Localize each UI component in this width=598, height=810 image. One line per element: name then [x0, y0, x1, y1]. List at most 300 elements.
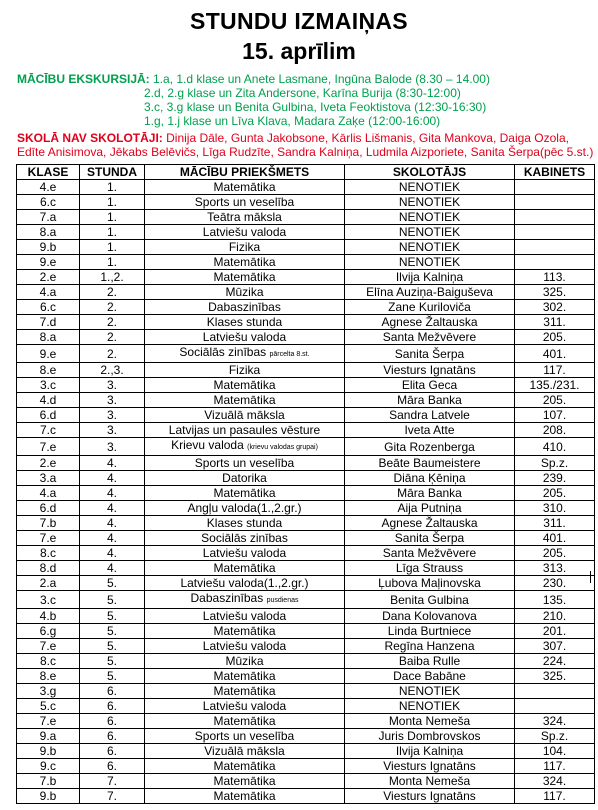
cell-kabinets-text: 310. [542, 501, 567, 515]
table-row [17, 576, 595, 591]
cell-klase-text: 4.d [39, 393, 57, 407]
cell-kabinets-text: 401. [542, 346, 567, 361]
cell-prieksmets-text: Latviešu valoda [202, 609, 287, 623]
cell-kabinets [515, 744, 595, 759]
table-row [17, 225, 595, 240]
excursion-text: 1.a, 1.d klase un Anete Lasmane, Ingūna Balode (8.30 – 14.00) [153, 72, 490, 86]
cell-klase [17, 501, 80, 516]
table-row [17, 330, 595, 345]
cell-stunda-text: 5. [106, 592, 117, 607]
cell-prieksmets-text: Sports un veselība [194, 729, 295, 743]
cell-stunda-text: 6. [106, 744, 117, 758]
subject-note: pārcelta 8.st. [269, 351, 310, 358]
cell-kabinets [515, 624, 595, 639]
cell-skolotajs [345, 531, 515, 546]
cell-skolotajs-text: NENOTIEK [398, 210, 461, 224]
cell-prieksmets [145, 789, 345, 804]
cell-stunda-text: 4. [106, 531, 117, 545]
table-row [17, 531, 595, 546]
cell-skolotajs [345, 408, 515, 423]
cell-stunda [80, 300, 145, 315]
table-row [17, 669, 595, 684]
cell-stunda [80, 774, 145, 789]
cell-kabinets-text: 135./231. [529, 378, 580, 392]
cell-kabinets-text: 201. [542, 624, 567, 638]
header-stunda: STUNDA [80, 165, 145, 180]
cell-prieksmets-text: Matemātika [213, 270, 276, 284]
cell-skolotajs [345, 210, 515, 225]
cell-prieksmets-text: Datorika [222, 471, 267, 485]
cell-stunda [80, 240, 145, 255]
cell-prieksmets [145, 363, 345, 378]
cell-skolotajs-text: Iveta Atte [404, 423, 455, 437]
cell-prieksmets [145, 210, 345, 225]
cell-klase [17, 486, 80, 501]
cell-kabinets-text: 307. [542, 639, 567, 653]
cell-prieksmets-text: Matemātika [213, 669, 276, 683]
cell-stunda [80, 516, 145, 531]
cell-kabinets-text: 205. [542, 546, 567, 560]
cell-skolotajs-text: Agnese Žaltauska [381, 315, 478, 329]
cell-skolotajs [345, 759, 515, 774]
cell-prieksmets-text: Matemātika [213, 378, 276, 392]
cell-stunda [80, 363, 145, 378]
cell-prieksmets-text: Fizika [228, 363, 261, 377]
cell-kabinets [515, 300, 595, 315]
cell-kabinets [515, 471, 595, 486]
cell-skolotajs [345, 789, 515, 804]
cell-klase [17, 180, 80, 195]
cell-skolotajs-text: Monta Nemeša [388, 774, 471, 788]
cell-skolotajs-text: Līga Strauss [395, 561, 464, 575]
cell-prieksmets [145, 654, 345, 669]
cell-skolotajs-text: Gita Rozenberga [384, 439, 475, 454]
cell-prieksmets [145, 516, 345, 531]
cell-klase-text: 4.a [39, 285, 57, 299]
cell-skolotajs [345, 546, 515, 561]
cell-prieksmets [145, 345, 345, 363]
cell-prieksmets-text: Latviešu valoda [202, 330, 287, 344]
cell-kabinets-text: 230. [542, 576, 567, 590]
cell-kabinets [515, 729, 595, 744]
cell-kabinets [515, 684, 595, 699]
cell-kabinets-text: 325. [542, 285, 567, 299]
cell-kabinets [515, 285, 595, 300]
cell-prieksmets-text: Teātra māksla [207, 210, 282, 224]
cell-kabinets [515, 195, 595, 210]
table-row [17, 714, 595, 729]
cell-stunda-text: 4. [106, 546, 117, 560]
page-subtitle: 15. aprīlim [242, 38, 356, 64]
cell-prieksmets-text: Matemātika [213, 255, 276, 269]
cell-kabinets [515, 180, 595, 195]
cell-klase [17, 714, 80, 729]
cell-klase-text: 4.b [39, 609, 57, 623]
cell-skolotajs-text: Juris Dombrovskos [378, 729, 481, 743]
cell-prieksmets [145, 591, 345, 609]
cell-skolotajs [345, 363, 515, 378]
cell-prieksmets [145, 669, 345, 684]
table-header-row [17, 165, 595, 180]
cell-kabinets [515, 345, 595, 363]
cell-skolotajs [345, 561, 515, 576]
cell-skolotajs-text: Zane Kuriloviča [388, 300, 471, 314]
cell-skolotajs-text: Santa Mežvēvere [382, 330, 477, 344]
cell-kabinets-text: 324. [542, 774, 567, 788]
cell-prieksmets-text: Latviešu valoda [202, 225, 287, 239]
edge-mark [590, 571, 592, 583]
cell-kabinets [515, 591, 595, 609]
cell-stunda [80, 684, 145, 699]
cell-stunda [80, 225, 145, 240]
cell-stunda-text: 5. [106, 639, 117, 653]
cell-klase-text: 9.e [39, 346, 57, 361]
cell-skolotajs [345, 609, 515, 624]
cell-prieksmets [145, 225, 345, 240]
table-row [17, 408, 595, 423]
cell-klase [17, 516, 80, 531]
cell-stunda-text: 1. [106, 210, 117, 224]
table-row [17, 654, 595, 669]
schedule-table [16, 164, 595, 804]
cell-prieksmets [145, 744, 345, 759]
cell-klase [17, 195, 80, 210]
cell-stunda [80, 330, 145, 345]
cell-prieksmets-text: Latviešu valoda [202, 639, 287, 653]
cell-kabinets-text: 205. [542, 486, 567, 500]
table-row [17, 516, 595, 531]
cell-kabinets-text: 205. [542, 330, 567, 344]
cell-prieksmets [145, 255, 345, 270]
cell-klase-text: 4.a [39, 486, 57, 500]
cell-stunda [80, 546, 145, 561]
cell-klase-text: 7.d [39, 315, 57, 329]
cell-skolotajs-text: Elita Geca [401, 378, 458, 392]
cell-kabinets [515, 609, 595, 624]
cell-kabinets [515, 456, 595, 471]
cell-prieksmets-text: Sociālās zinības [179, 345, 267, 359]
cell-stunda [80, 531, 145, 546]
cell-klase-text: 9.a [39, 729, 57, 743]
cell-stunda-text: 4. [106, 471, 117, 485]
table-row [17, 639, 595, 654]
cell-klase [17, 363, 80, 378]
cell-stunda-text: 3. [106, 378, 117, 392]
cell-stunda-text: 1. [106, 225, 117, 239]
excursion-section [17, 72, 490, 128]
cell-prieksmets [145, 714, 345, 729]
cell-stunda [80, 576, 145, 591]
cell-stunda-text: 2. [106, 285, 117, 299]
cell-klase [17, 546, 80, 561]
cell-skolotajs-text: NENOTIEK [398, 255, 461, 269]
cell-klase-text: 9.c [39, 759, 56, 773]
cell-prieksmets [145, 408, 345, 423]
cell-klase [17, 423, 80, 438]
cell-klase [17, 774, 80, 789]
cell-skolotajs-text: NENOTIEK [398, 699, 461, 713]
cell-klase [17, 591, 80, 609]
cell-stunda-text: 4. [106, 486, 117, 500]
cell-prieksmets-text: Klases stunda [206, 315, 283, 329]
cell-skolotajs [345, 378, 515, 393]
cell-skolotajs [345, 699, 515, 714]
cell-skolotajs [345, 471, 515, 486]
cell-kabinets-text: 107. [542, 408, 567, 422]
cell-skolotajs-text: Dana Kolovanova [382, 609, 477, 623]
cell-klase [17, 330, 80, 345]
cell-prieksmets [145, 624, 345, 639]
cell-prieksmets-text: Dabaszinības [208, 300, 281, 314]
absent-text: Dinija Dāle, Gunta Jakobsone, Kārlis Lišmanis, Gita Mankova, Daiga Ozola, [166, 131, 569, 145]
cell-kabinets-text: 401. [542, 531, 567, 545]
cell-klase [17, 684, 80, 699]
cell-prieksmets [145, 423, 345, 438]
cell-skolotajs [345, 744, 515, 759]
cell-skolotajs-text: Viesturs Ignatāns [383, 759, 476, 773]
cell-prieksmets-text: Sports un veselība [194, 456, 295, 470]
cell-klase-text: 2.a [39, 576, 57, 590]
cell-kabinets [515, 774, 595, 789]
cell-prieksmets [145, 546, 345, 561]
cell-skolotajs-text: Sanita Šerpa [394, 346, 465, 361]
cell-stunda [80, 393, 145, 408]
cell-skolotajs [345, 300, 515, 315]
cell-skolotajs [345, 456, 515, 471]
cell-klase-text: 9.b [39, 744, 57, 758]
cell-stunda [80, 210, 145, 225]
cell-prieksmets-text: Vizuālā māksla [204, 744, 285, 758]
cell-kabinets [515, 315, 595, 330]
cell-stunda [80, 180, 145, 195]
cell-klase-text: 4.e [39, 180, 57, 194]
cell-klase [17, 300, 80, 315]
cell-skolotajs [345, 285, 515, 300]
header-skolotajs: SKOLOTĀJS [345, 165, 515, 180]
cell-stunda [80, 270, 145, 285]
cell-stunda-text: 2. [106, 315, 117, 329]
cell-klase-text: 9.b [39, 240, 57, 254]
cell-skolotajs-text: Agnese Žaltauska [381, 516, 478, 530]
cell-skolotajs [345, 255, 515, 270]
cell-skolotajs-text: Regīna Hanzena [384, 639, 475, 653]
cell-kabinets [515, 255, 595, 270]
cell-skolotajs [345, 516, 515, 531]
cell-stunda [80, 759, 145, 774]
cell-prieksmets [145, 486, 345, 501]
cell-skolotajs-text: NENOTIEK [398, 225, 461, 239]
cell-stunda-text: 5. [106, 576, 117, 590]
cell-stunda-text: 3. [106, 423, 117, 437]
cell-klase [17, 210, 80, 225]
cell-prieksmets-text: Matemātika [213, 624, 276, 638]
cell-skolotajs [345, 591, 515, 609]
cell-klase [17, 345, 80, 363]
cell-klase [17, 408, 80, 423]
cell-skolotajs [345, 684, 515, 699]
cell-skolotajs [345, 423, 515, 438]
cell-stunda [80, 345, 145, 363]
cell-stunda-text: 2. [106, 346, 117, 361]
cell-kabinets-text: 324. [542, 714, 567, 728]
cell-kabinets-text: 205. [542, 393, 567, 407]
cell-stunda-text: 1. [106, 240, 117, 254]
cell-klase-text: 3.c [39, 592, 56, 607]
cell-klase [17, 699, 80, 714]
header-klase: KLASE [17, 165, 80, 180]
cell-prieksmets-text: Matemātika [213, 789, 276, 803]
cell-stunda-text: 5. [106, 609, 117, 623]
cell-klase-text: 7.e [39, 531, 57, 545]
cell-prieksmets-text: Latviešu valoda [202, 699, 287, 713]
cell-kabinets [515, 393, 595, 408]
cell-kabinets [515, 561, 595, 576]
cell-stunda [80, 501, 145, 516]
table-row [17, 684, 595, 699]
cell-prieksmets-text: Latviešu valoda [202, 546, 287, 560]
cell-klase-text: 6.g [39, 624, 57, 638]
table-row [17, 744, 595, 759]
cell-klase [17, 729, 80, 744]
table-row [17, 561, 595, 576]
table-row [17, 270, 595, 285]
cell-kabinets-text: Sp.z. [540, 456, 569, 470]
cell-kabinets-text: 311. [543, 315, 566, 329]
header-kabinets: KABINETS [515, 165, 595, 180]
cell-prieksmets-text: Matemātika [213, 561, 276, 575]
cell-klase [17, 654, 80, 669]
cell-klase-text: 7.e [39, 714, 57, 728]
cell-klase [17, 744, 80, 759]
cell-klase [17, 438, 80, 456]
cell-klase [17, 285, 80, 300]
cell-prieksmets-text: Angļu valoda(1.,2.gr.) [187, 501, 302, 515]
cell-stunda-text: 4. [106, 561, 117, 575]
subject-note: (krievu valodas grupai) [247, 444, 318, 451]
cell-stunda [80, 669, 145, 684]
cell-skolotajs-text: Māra Banka [397, 393, 462, 407]
cell-prieksmets-text: Latviešu valoda(1.,2.gr.) [180, 576, 309, 590]
table-row [17, 345, 595, 363]
cell-stunda [80, 456, 145, 471]
cell-kabinets-text: 313. [542, 561, 567, 575]
cell-stunda [80, 423, 145, 438]
cell-stunda-text: 7. [106, 774, 117, 788]
cell-kabinets-text: 117. [543, 363, 566, 377]
cell-skolotajs [345, 240, 515, 255]
cell-prieksmets [145, 195, 345, 210]
cell-stunda [80, 471, 145, 486]
cell-skolotajs [345, 345, 515, 363]
cell-prieksmets-text: Matemātika [213, 714, 276, 728]
cell-stunda-text: 6. [106, 684, 117, 698]
table-row [17, 591, 595, 609]
cell-kabinets [515, 654, 595, 669]
cell-skolotajs-text: Monta Nemeša [388, 714, 471, 728]
cell-kabinets [515, 423, 595, 438]
cell-prieksmets-text: Matemātika [213, 684, 276, 698]
cell-klase [17, 393, 80, 408]
table-row [17, 255, 595, 270]
cell-stunda [80, 408, 145, 423]
cell-prieksmets-text: Mūzika [225, 654, 264, 668]
cell-klase [17, 609, 80, 624]
cell-klase-text: 6.c [39, 195, 56, 209]
cell-kabinets-text: 224. [542, 654, 567, 668]
cell-skolotajs [345, 486, 515, 501]
cell-skolotajs [345, 639, 515, 654]
cell-kabinets [515, 714, 595, 729]
table-row [17, 624, 595, 639]
cell-kabinets [515, 363, 595, 378]
cell-skolotajs [345, 180, 515, 195]
table-row [17, 423, 595, 438]
cell-klase [17, 270, 80, 285]
cell-klase-text: 2.e [39, 456, 57, 470]
cell-klase-text: 8.c [39, 546, 56, 560]
cell-skolotajs [345, 624, 515, 639]
cell-skolotajs-text: Sanita Šerpa [394, 531, 465, 545]
cell-klase [17, 255, 80, 270]
cell-stunda-text: 5. [106, 624, 117, 638]
cell-prieksmets-text: Klases stunda [206, 516, 283, 530]
cell-klase-text: 3.c [39, 378, 56, 392]
cell-stunda [80, 624, 145, 639]
cell-klase-text: 7.b [39, 516, 57, 530]
cell-kabinets [515, 438, 595, 456]
cell-skolotajs [345, 654, 515, 669]
cell-skolotajs-text: Sandra Latvele [389, 408, 470, 422]
cell-kabinets-text: 410. [542, 439, 567, 454]
cell-stunda [80, 789, 145, 804]
cell-stunda [80, 729, 145, 744]
cell-prieksmets [145, 471, 345, 486]
table-row [17, 456, 595, 471]
cell-klase-text: 3.g [39, 684, 57, 698]
cell-klase [17, 639, 80, 654]
cell-prieksmets-text: Vizuālā māksla [204, 408, 285, 422]
page-title: STUNDU IZMAIŅAS [190, 8, 408, 34]
cell-skolotajs [345, 729, 515, 744]
excursion-label: MĀCĪBU EKSKURSIJĀ: [17, 72, 150, 86]
cell-klase-text: 8.e [39, 669, 57, 683]
table-row [17, 240, 595, 255]
cell-stunda [80, 744, 145, 759]
cell-kabinets-text: Sp.z. [540, 729, 569, 743]
cell-prieksmets [145, 609, 345, 624]
table-row [17, 378, 595, 393]
table-row [17, 789, 595, 804]
excursion-line: 3.c, 3.g klase un Benita Gulbina, Iveta Feoktistova (12:30-16:30) [144, 100, 487, 114]
cell-klase-text: 7.a [39, 210, 57, 224]
cell-klase-text: 8.a [39, 225, 57, 239]
cell-skolotajs-text: Māra Banka [397, 486, 462, 500]
cell-skolotajs-text: NENOTIEK [398, 240, 461, 254]
excursion-line: 1.g, 1.j klase un Līva Klava, Madara Zaķe (12:00-16:00) [144, 114, 441, 128]
table-row [17, 195, 595, 210]
cell-kabinets-text: 117. [543, 789, 566, 803]
cell-skolotajs [345, 501, 515, 516]
table-row [17, 363, 595, 378]
cell-kabinets [515, 225, 595, 240]
cell-kabinets [515, 699, 595, 714]
cell-klase-text: 7.e [39, 639, 57, 653]
cell-stunda-text: 5. [106, 669, 117, 683]
cell-kabinets [515, 789, 595, 804]
cell-prieksmets-text: Latvijas un pasaules vēsture [168, 423, 321, 437]
cell-skolotajs-text: Beāte Baumeistere [378, 456, 481, 470]
cell-prieksmets [145, 330, 345, 345]
